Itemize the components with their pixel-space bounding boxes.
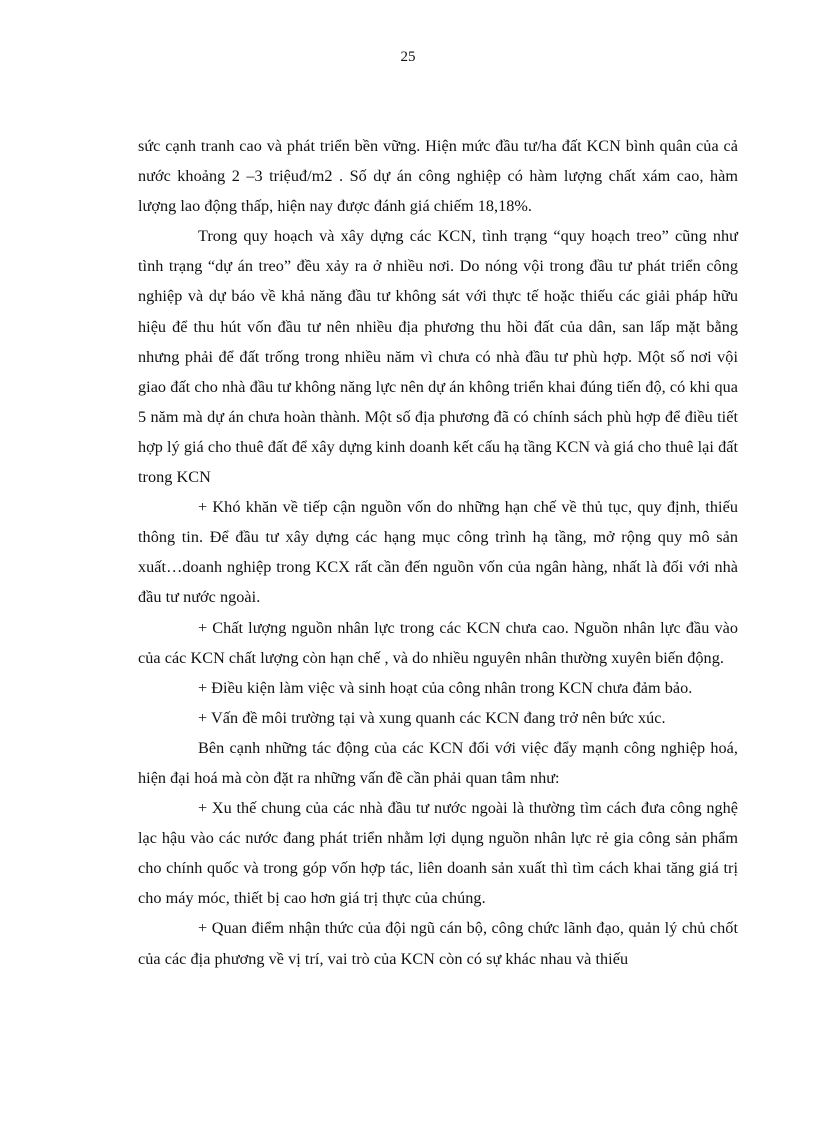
bullet-capital-access: + Khó khăn về tiếp cận nguồn vốn do những hạn chế về thủ tục, quy định, thiếu thông tin. Để đầu tư xây dựng các hạng mục công trình hạ tầng, mở rộng quy mô sản xuất…doanh nghiệp trong KCX rất cần đến nguồn vốn của ngân hàng, nhất là đối với nhà đầu tư nước ngoài. bbox=[138, 498, 738, 607]
bullet-working-conditions: + Điều kiện làm việc và sinh hoạt của công nhân trong KCN chưa đảm bảo. bbox=[198, 678, 693, 697]
page-number: 25 bbox=[400, 49, 416, 65]
paragraph-continuation: sức cạnh tranh cao và phát triển bền vững. Hiện mức đầu tư/ha đất KCN bình quân của cả nước khoảng 2 –3 triệuđ/m2 . Số dự án công nghiệp có hàm lượng chất xám cao, hàm lượng lao động thấp, hiện nay được đánh giá chiếm 18,18%. bbox=[138, 137, 738, 216]
bullet-foreign-investors: + Xu thế chung của các nhà đầu tư nước ngoài là thường tìm cách đưa công nghệ lạc hậu vào các nước đang phát triển nhằm lợi dụng nguồn nhân lực rẻ gia công sản phẩm cho chính quốc và trong góp vốn hợp tác, liên doanh sản xuất thì tìm cách khai tăng giá trị cho máy móc, thiết bị cao hơn giá trị thực của chúng. bbox=[138, 799, 738, 908]
bullet-environment: + Vấn đề môi trường tại và xung quanh các KCN đang trở nên bức xúc. bbox=[198, 708, 666, 727]
body-text bbox=[138, 131, 738, 974]
bullet-human-resources: + Chất lượng nguồn nhân lực trong các KCN chưa cao. Nguồn nhân lực đầu vào của các KCN chất lượng còn hạn chế , và do nhiều nguyên nhân thường xuyên biến động. bbox=[138, 618, 738, 667]
bullet-officials-awareness: + Quan điểm nhận thức của đội ngũ cán bộ, công chức lãnh đạo, quản lý chủ chốt của các địa phương về vị trí, vai trò của KCN còn có sự khác nhau và thiếu bbox=[138, 919, 738, 968]
paragraph-other-impacts: Bên cạnh những tác động của các KCN đối với việc đẩy mạnh công nghiệp hoá, hiện đại hoá mà còn đặt ra những vấn đề cần phải quan tâm như: bbox=[138, 738, 738, 787]
paragraph-planning-issues: Trong quy hoạch và xây dựng các KCN, tình trạng “quy hoạch treo” cũng như tình trạng “dự án treo” đều xảy ra ở nhiều nơi. Do nóng vội trong đầu tư phát triển công nghiệp và dự báo về khả năng đầu tư không sát với thực tế hoặc thiếu các giải pháp hữu hiệu để thu hút vốn đầu tư nên nhiều địa phương thu hồi đất của dân, san lấp mặt bằng nhưng phải để đất trống trong nhiều năm vì chưa có nhà đầu tư phù hợp. Một số nơi vội giao đất cho nhà đầu tư không năng lực nên dự án không triển khai đúng tiến độ, có khi qua 5 năm mà dự án chưa hoàn thành. Một số địa phương đã có chính sách phù hợp để điều tiết hợp lý giá cho thuê đất để xây dựng kinh doanh kết cấu hạ tầng KCN và giá cho thuê lại đất trong KCN bbox=[138, 227, 738, 487]
